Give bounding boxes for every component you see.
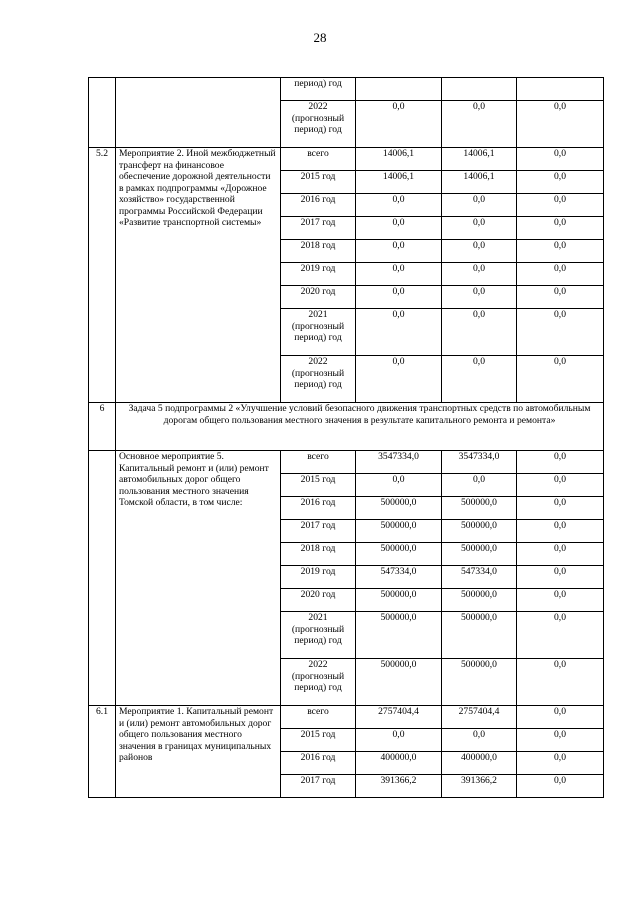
value-other-cell: 0,0 <box>517 263 604 286</box>
value-total-cell: 0,0 <box>356 240 442 263</box>
value-other-cell: 0,0 <box>517 194 604 217</box>
row-number-cell: 5.2 <box>89 148 116 403</box>
page-number: 28 <box>313 30 327 45</box>
budget-table <box>88 77 604 798</box>
value-total-cell: 0,0 <box>356 101 442 148</box>
value-federal-cell: 547334,0 <box>442 566 517 589</box>
row-number-cell <box>89 451 116 706</box>
value-federal-cell: 14006,1 <box>442 171 517 194</box>
year-cell: 2017 год <box>281 520 356 543</box>
value-total-cell: 500000,0 <box>356 659 442 706</box>
value-other-cell: 0,0 <box>517 520 604 543</box>
value-total-cell: 500000,0 <box>356 612 442 659</box>
value-federal-cell: 500000,0 <box>442 543 517 566</box>
year-cell: 2015 год <box>281 171 356 194</box>
value-federal-cell: 500000,0 <box>442 520 517 543</box>
task-row <box>89 403 604 451</box>
year-cell: 2018 год <box>281 240 356 263</box>
year-cell: 2016 год <box>281 194 356 217</box>
value-federal-cell: 500000,0 <box>442 589 517 612</box>
value-total-cell: 391366,2 <box>356 775 442 798</box>
value-other-cell: 0,0 <box>517 356 604 403</box>
value-other-cell: 0,0 <box>517 286 604 309</box>
row-number-cell: 6.1 <box>89 706 116 798</box>
value-total-cell: 0,0 <box>356 729 442 752</box>
value-federal-cell: 0,0 <box>442 194 517 217</box>
value-other-cell: 0,0 <box>517 659 604 706</box>
year-cell: 2022 (прогнозный период) год <box>281 659 356 706</box>
year-cell: всего <box>281 148 356 171</box>
table-row <box>89 451 604 474</box>
year-cell: 2021 (прогнозный период) год <box>281 612 356 659</box>
value-other-cell: 0,0 <box>517 451 604 474</box>
value-total-cell: 14006,1 <box>356 171 442 194</box>
table-row <box>89 706 604 729</box>
value-other-cell: 0,0 <box>517 101 604 148</box>
value-other-cell: 0,0 <box>517 148 604 171</box>
year-cell: 2016 год <box>281 752 356 775</box>
value-federal-cell: 0,0 <box>442 217 517 240</box>
year-cell: 2020 год <box>281 589 356 612</box>
year-cell: 2021 (прогнозный период) год <box>281 309 356 356</box>
year-cell: 2020 год <box>281 286 356 309</box>
value-other-cell: 0,0 <box>517 729 604 752</box>
row-number-cell: 6 <box>89 403 116 451</box>
value-total-cell: 14006,1 <box>356 148 442 171</box>
value-other-cell: 0,0 <box>517 706 604 729</box>
value-federal-cell: 0,0 <box>442 309 517 356</box>
value-other-cell: 0,0 <box>517 543 604 566</box>
description-cell: Мероприятие 2. Иной межбюджетный трансферт на финансовое обеспечение дорожной деятельности в рамках подпрограммы «Дорожное хозяйство» государственной программы Российской Федерации «Развитие транспортной системы» <box>116 148 281 403</box>
value-federal-cell: 0,0 <box>442 286 517 309</box>
value-total-cell: 0,0 <box>356 474 442 497</box>
value-total-cell: 0,0 <box>356 263 442 286</box>
year-cell: всего <box>281 706 356 729</box>
value-total-cell: 3547334,0 <box>356 451 442 474</box>
value-federal-cell: 0,0 <box>442 474 517 497</box>
table-row <box>89 148 604 171</box>
value-federal-cell: 3547334,0 <box>442 451 517 474</box>
value-federal-cell: 0,0 <box>442 240 517 263</box>
value-other-cell: 0,0 <box>517 612 604 659</box>
value-federal-cell: 14006,1 <box>442 148 517 171</box>
value-other-cell: 0,0 <box>517 217 604 240</box>
value-other-cell: 0,0 <box>517 775 604 798</box>
task-description-cell: Задача 5 подпрограммы 2 «Улучшение условий безопасного движения транспортных средств по автомобильным дорогам общего пользования местного значения в результате капитального ремонта и ремонта» <box>116 403 604 451</box>
value-total-cell: 500000,0 <box>356 589 442 612</box>
value-other-cell: 0,0 <box>517 474 604 497</box>
value-total-cell: 0,0 <box>356 217 442 240</box>
value-total-cell: 547334,0 <box>356 566 442 589</box>
year-cell: 2018 год <box>281 543 356 566</box>
year-cell: 2022 (прогнозный период) год <box>281 101 356 148</box>
year-cell: всего <box>281 451 356 474</box>
table-row <box>89 78 604 101</box>
value-federal-cell: 2757404,4 <box>442 706 517 729</box>
value-total-cell: 500000,0 <box>356 543 442 566</box>
row-number-cell <box>89 78 116 148</box>
value-federal-cell: 400000,0 <box>442 752 517 775</box>
value-total-cell: 0,0 <box>356 309 442 356</box>
description-cell: Основное мероприятие 5. Капитальный ремонт и (или) ремонт автомобильных дорог общего пользования местного значения Томской области, в том числе: <box>116 451 281 706</box>
value-federal-cell: 0,0 <box>442 729 517 752</box>
year-cell: 2015 год <box>281 729 356 752</box>
year-cell: 2016 год <box>281 497 356 520</box>
year-cell: период) год <box>281 78 356 101</box>
value-federal-cell: 500000,0 <box>442 497 517 520</box>
value-other-cell: 0,0 <box>517 589 604 612</box>
value-total-cell: 0,0 <box>356 194 442 217</box>
year-cell: 2019 год <box>281 566 356 589</box>
year-cell: 2015 год <box>281 474 356 497</box>
value-other-cell: 0,0 <box>517 309 604 356</box>
value-other-cell: 0,0 <box>517 240 604 263</box>
year-cell: 2019 год <box>281 263 356 286</box>
description-cell <box>116 78 281 148</box>
value-total-cell: 0,0 <box>356 286 442 309</box>
value-federal-cell: 0,0 <box>442 356 517 403</box>
value-total-cell: 0,0 <box>356 356 442 403</box>
value-total-cell: 500000,0 <box>356 520 442 543</box>
value-other-cell <box>517 78 604 101</box>
year-cell: 2017 год <box>281 775 356 798</box>
value-other-cell: 0,0 <box>517 752 604 775</box>
value-other-cell: 0,0 <box>517 566 604 589</box>
value-total-cell: 400000,0 <box>356 752 442 775</box>
year-cell: 2017 год <box>281 217 356 240</box>
value-federal-cell: 391366,2 <box>442 775 517 798</box>
value-total-cell: 500000,0 <box>356 497 442 520</box>
description-cell: Мероприятие 1. Капитальный ремонт и (или) ремонт автомобильных дорог общего пользования местного значения в границах муниципальных районов <box>116 706 281 798</box>
value-total-cell: 2757404,4 <box>356 706 442 729</box>
value-total-cell <box>356 78 442 101</box>
value-other-cell: 0,0 <box>517 497 604 520</box>
value-other-cell: 0,0 <box>517 171 604 194</box>
value-federal-cell <box>442 78 517 101</box>
value-federal-cell: 500000,0 <box>442 612 517 659</box>
value-federal-cell: 0,0 <box>442 101 517 148</box>
value-federal-cell: 0,0 <box>442 263 517 286</box>
value-federal-cell: 500000,0 <box>442 659 517 706</box>
year-cell: 2022 (прогнозный период) год <box>281 356 356 403</box>
